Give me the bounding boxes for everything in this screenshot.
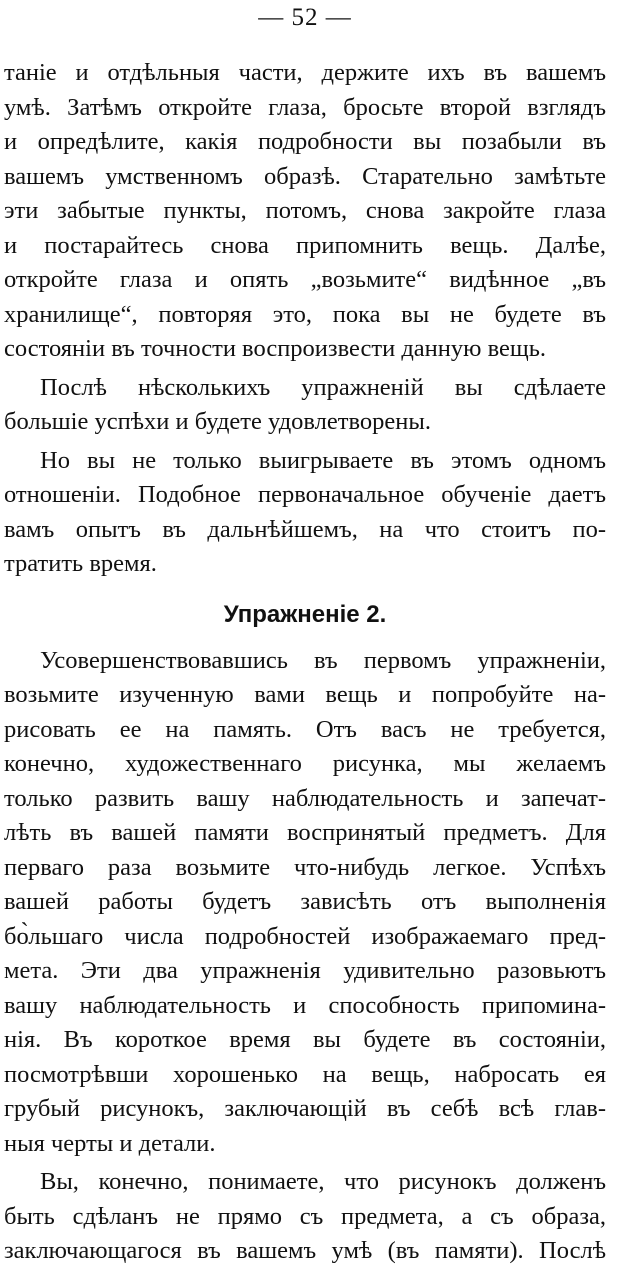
text-line: умѣ. Затѣмъ откройте глаза, бросьте второй взглядъ [4, 93, 606, 121]
paragraph [4, 444, 606, 582]
text-line: конечно, художественнаго рисунка, мы желаемъ [4, 750, 606, 777]
text-line: Вы, конечно, понимаете, что рисунокъ долженъ [40, 1168, 606, 1195]
text-line: только развить вашу наблюдательность и запечат- [4, 784, 606, 812]
text-line: ныя черты и детали. [4, 1129, 216, 1157]
text-line: состояніи въ точности воспроизвести данную вещь. [4, 335, 547, 362]
text-line: таніе и отдѣльныя части, держите ихъ въ вашемъ [4, 59, 606, 86]
text-line: и постарайтесь снова припомнить вещь. Далѣе, [4, 231, 606, 259]
text-line: перваго раза возьмите что-нибудь легкое. Успѣхъ [4, 853, 606, 881]
text-line: грубый рисунокъ, заключающій въ себѣ всѣ глав- [4, 1095, 606, 1122]
text-line: Но вы не только выигрываете въ этомъ одномъ [40, 446, 606, 474]
text-line: лѣть въ вашей памяти воспринятый предметъ. Для [4, 819, 606, 846]
text-line: тратить время. [4, 550, 157, 577]
text-line: Усовершенствовавшись въ первомъ упражненіи, [40, 646, 606, 674]
text-line: мета. Эти два упражненія удивительно разовьютъ [4, 957, 606, 984]
paragraph [4, 371, 606, 440]
paragraph [4, 644, 606, 1162]
text-line: бо̀льшаго числа подробностей изображаемаго пред- [4, 922, 606, 950]
text-line: и опредѣлите, какія подробности вы позабыли въ [4, 128, 606, 155]
text-block-before-heading [4, 56, 606, 582]
text-line: откройте глаза и опять „возьмите“ видѣнное „въ [4, 266, 606, 293]
section-heading: Упражненіе 2. [223, 600, 387, 628]
text-line: вашемъ умственномъ образѣ. Старательно замѣтьте [4, 162, 606, 190]
text-line: посмотрѣвши хорошенько на вещь, набросать ея [4, 1060, 606, 1088]
text-line: возьмите изученную вами вещь и попробуйте на- [4, 681, 606, 708]
text-line: большіе успѣхи и будете удовлетворены. [4, 408, 431, 435]
text-line: отношеніи. Подобное первоначальное обученіе даетъ [4, 481, 606, 508]
text-line: вамъ опытъ въ дальнѣйшемъ, на что стоитъ по- [4, 515, 606, 543]
paragraph [4, 56, 606, 367]
text-line: быть сдѣланъ не прямо съ предмета, а съ образа, [4, 1202, 606, 1230]
text-line: Послѣ нѣсколькихъ упражненій вы сдѣлаете [40, 373, 606, 401]
page-number: — 52 — [258, 4, 352, 31]
text-line: эти забытые пункты, потомъ, снова закройте глаза [4, 197, 606, 224]
text-block-after-heading [4, 644, 606, 1269]
text-line: нія. Въ короткое время вы будете въ состояніи, [4, 1026, 606, 1053]
text-line: вашей работы будетъ зависѣть отъ выполненія [4, 888, 606, 915]
text-line: вашу наблюдательность и способность припомина- [4, 991, 606, 1019]
paragraph [4, 1165, 606, 1269]
text-line: хранилище“, повторяя это, пока вы не будете въ [4, 300, 606, 328]
text-line: заключающагося въ вашемъ умѣ (въ памяти). Послѣ [4, 1237, 606, 1264]
text-line: рисовать ее на память. Отъ васъ не требуется, [4, 715, 606, 743]
